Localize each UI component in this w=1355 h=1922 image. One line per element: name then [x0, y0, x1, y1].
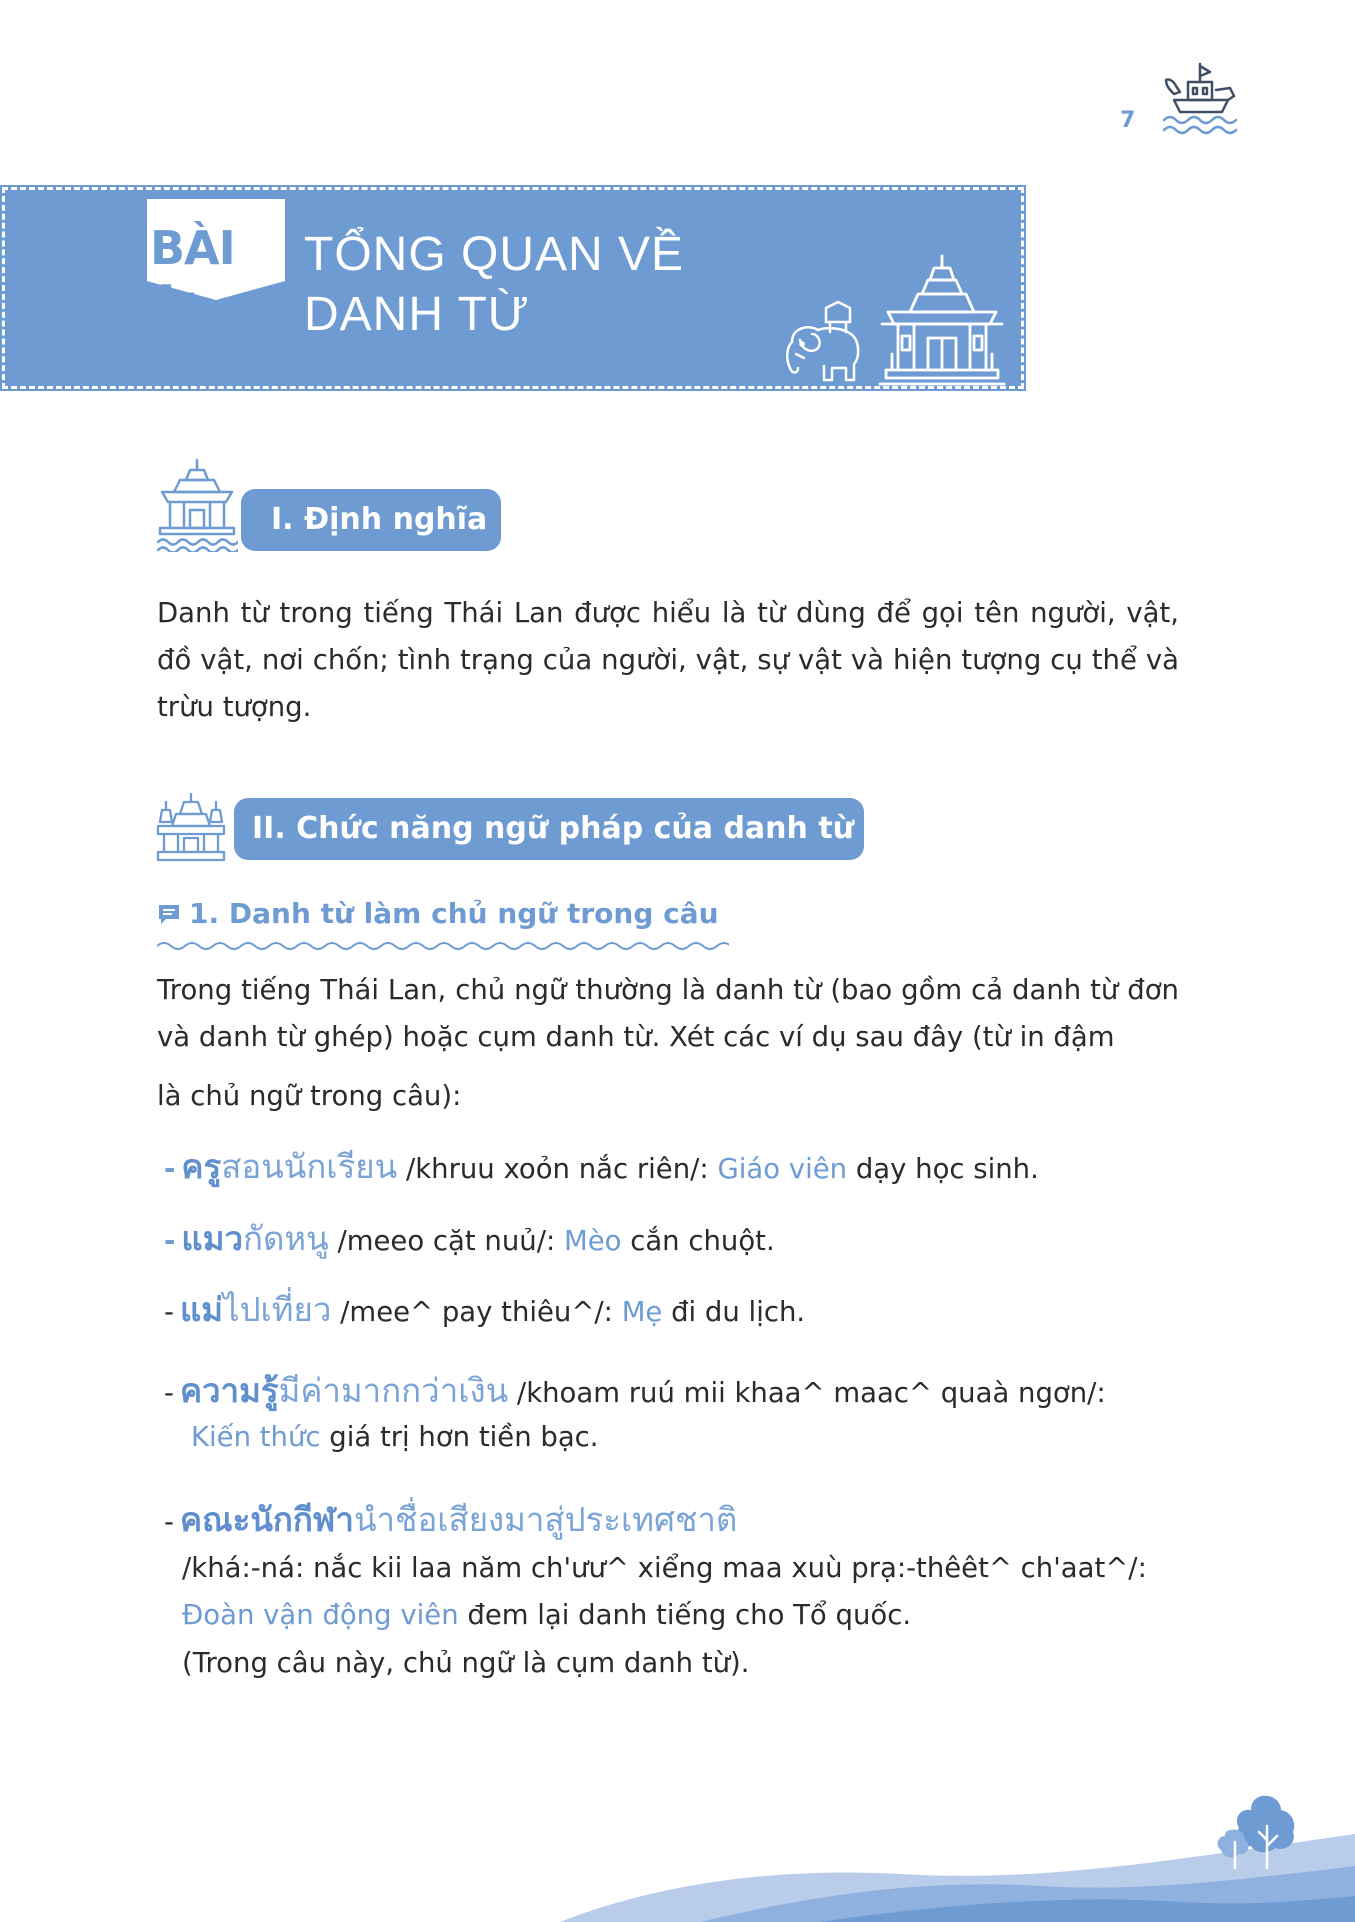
list-dash: - — [164, 1153, 176, 1185]
thai-sentence: แม่ไปเที่ยว — [179, 1290, 332, 1329]
pagoda-icon — [156, 792, 226, 862]
translation-rest: đi du lịch. — [662, 1296, 806, 1328]
thai-subject: คณะนักกีฬา — [179, 1500, 354, 1539]
example-item — [164, 1215, 775, 1265]
section-heading-definition: I. Định nghĩa — [241, 489, 501, 551]
thai-sentence: แมวกัดหนู — [181, 1219, 329, 1258]
list-dash: - — [164, 1506, 174, 1538]
subject-paragraph-line2: là chủ ngữ trong câu): — [157, 1080, 462, 1112]
example-item — [164, 1286, 805, 1336]
example-item — [164, 1143, 1039, 1193]
romanization: /mee^ pay thiêu^/: — [331, 1296, 622, 1328]
page-number: 7 — [1120, 108, 1136, 133]
wave-divider — [157, 940, 729, 952]
chapter-title-line1: TỔNG QUAN VỀ — [304, 228, 685, 281]
list-dash: - — [164, 1296, 174, 1328]
subject-translation: Giáo viên — [717, 1153, 848, 1185]
subject-translation: Đoàn vận động viên — [182, 1599, 459, 1631]
chapter-title — [304, 225, 684, 345]
example-item — [164, 1367, 1106, 1417]
translation-rest: cắn chuột. — [621, 1225, 775, 1257]
thai-sentence: คณะนักกีฬานำชื่อเสียงมาสู่ประเทศชาติ — [179, 1500, 738, 1539]
translation-rest: đem lại danh tiếng cho Tổ quốc. — [458, 1599, 912, 1631]
palace-icon — [878, 254, 1006, 386]
section-heading-grammar-function: II. Chức năng ngữ pháp của danh từ — [234, 798, 864, 860]
subject-paragraph — [157, 967, 1179, 1131]
ship-icon — [1160, 60, 1240, 138]
thai-subject: ครู — [181, 1147, 222, 1186]
example-note: (Trong câu này, chủ ngữ là cụm danh từ). — [182, 1647, 750, 1679]
thai-subject: ความรู้ — [179, 1371, 279, 1410]
translation-rest: giá trị hơn tiền bạc. — [320, 1421, 599, 1453]
thai-subject: แม่ — [179, 1290, 223, 1329]
romanization: /khruu xoỏn nắc riên/: — [397, 1153, 718, 1185]
subject-translation: Mèo — [563, 1225, 622, 1257]
thai-sentence: ความรู้มีค่ามากกว่าเงิน — [179, 1371, 509, 1410]
chapter-title-line2: DANH TỪ — [304, 288, 530, 341]
romanization: /khá:-ná: nắc kii laa năm ch'ưư^ xiểng maa xuù prạ:-thêêt^ ch'aat^/: — [182, 1552, 1147, 1584]
translation-rest: dạy học sinh. — [847, 1153, 1039, 1185]
romanization: /meeo cặt nuủ/: — [328, 1225, 564, 1257]
comment-icon — [157, 902, 181, 926]
example-item — [164, 1496, 737, 1546]
elephant-icon — [778, 298, 864, 386]
thai-sentence: ครูสอนนักเรียน — [181, 1147, 398, 1186]
example-translation — [182, 1592, 911, 1639]
example-translation — [191, 1414, 599, 1461]
thai-subject: แมว — [181, 1219, 243, 1258]
list-dash: - — [164, 1377, 174, 1409]
list-dash: - — [164, 1225, 176, 1257]
tree-icon — [1215, 1790, 1301, 1870]
subsection-heading-subject — [157, 897, 719, 930]
temple-icon — [156, 458, 238, 552]
romanization: /khoam ruú mii khaa^ maac^ quaà ngơn/: — [508, 1377, 1106, 1409]
hills-decoration — [0, 1770, 1355, 1922]
chapter-label: BÀI 1: — [150, 221, 235, 329]
subsection-title: 1. Danh từ làm chủ ngữ trong câu — [189, 897, 719, 930]
definition-paragraph: Danh từ trong tiếng Thái Lan được hiểu là từ dùng để gọi tên người, vật, đồ vật, nơi chốn; tình trạng của người, vật, sự vật và hiện tượng cụ thể và trừu tượng. — [157, 597, 1179, 723]
subject-translation: Mẹ — [621, 1296, 663, 1328]
subject-translation: Kiến thức — [191, 1421, 321, 1453]
subject-paragraph-line1: Trong tiếng Thái Lan, chủ ngữ thường là danh từ (bao gồm cả danh từ đơn và danh từ ghép) hoặc cụm danh từ. Xét các ví dụ sau đây (từ in đậm — [157, 974, 1179, 1053]
